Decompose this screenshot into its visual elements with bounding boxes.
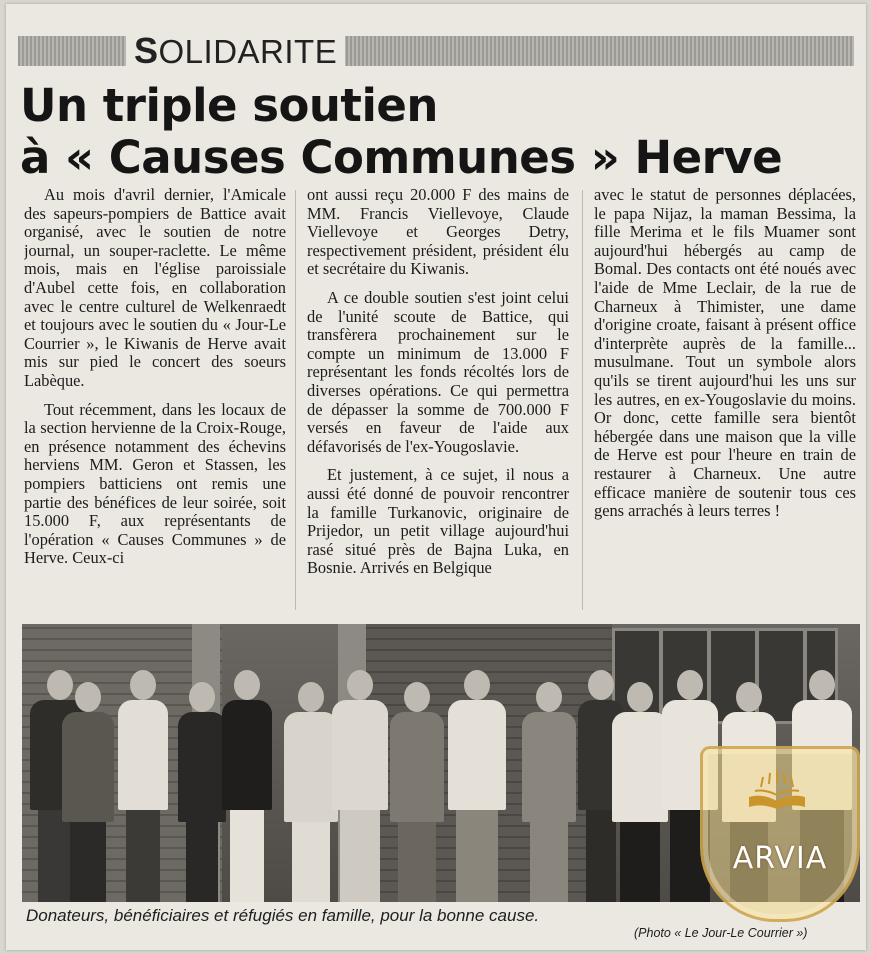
column-1-paragraph-1: Au mois d'avril dernier, l'Amicale des sapeurs-pompiers de Battice avait organisé, avec le soutien de notre journal, un souper-raclette. Le même mois, mais en l'église paroissiale d'Aubel cette fois, en collaboration avec le centre culturel de Welkenraedt et toujours avec le soutien du « Jour-Le Courrier », le Kiwanis de Herve avait mis sur pied le concert des soeurs Labèque. <box>24 186 286 390</box>
photo-person <box>390 682 444 902</box>
article-column-3 <box>594 186 856 616</box>
photo-credit: (Photo « Le Jour-Le Courrier ») <box>634 926 808 940</box>
headline-line-1: Un triple soutien <box>20 79 438 132</box>
headline-line-2: à « Causes Communes » Herve <box>20 131 783 184</box>
column-divider <box>295 190 296 610</box>
photo-person <box>284 682 338 902</box>
photo-person <box>522 682 576 902</box>
photo-person <box>178 682 226 902</box>
column-2-paragraph-2: A ce double soutien s'est joint celui de l'unité scoute de Battice, qui transfèrera prochainement sur le compte un minimum de 13.000 F représentant les fonds récoltés lors de diverses opérations. Ce qui permettra de dépasser la somme de 700.000 F versés en faveur de l'aide aux défavorisés de l'ex-Yougoslavie. <box>307 287 569 456</box>
kicker-initial: S <box>134 30 159 71</box>
article-column-2 <box>307 186 569 616</box>
article-column-1 <box>24 186 286 616</box>
photo-person <box>612 682 668 902</box>
arvia-watermark-logo <box>700 746 860 922</box>
photo-person <box>332 670 388 902</box>
headline <box>20 80 850 184</box>
photo-caption: Donateurs, bénéficiaires et réfugiés en famille, pour la bonne cause. <box>26 906 540 925</box>
column-1-paragraph-2: Tout récemment, dans les locaux de la section hervienne de la Croix-Rouge, en présence notamment des échevins herviens MM. Geron et Stassen, les pompiers batticiens ont remis une partie des bénéfices de leur soirée, soit 15.000 F, aux représentants de l'opération « Causes Communes » de Herve. Ceux-ci <box>24 399 286 568</box>
photo-person <box>62 682 114 902</box>
column-divider <box>582 190 583 610</box>
watermark-text: ARVIA <box>732 841 828 876</box>
section-kicker <box>126 32 345 70</box>
open-book-icon <box>747 771 807 811</box>
column-3-paragraph-1: avec le statut de personnes déplacées, le papa Nijaz, la maman Bessima, la fille Merima et le fils Muamer sont aujourd'hui hébergés au camp de Bomal. Des contacts ont été noués avec l'aide de Mme Leclair, de la rue de Charneux à Thimister, une dame d'origine croate, faisant à présent office d'interprète auprès de la famille... musulmane. Tout un symbole alors qu'ils se tirent aujourd'hui les uns sur les autres, en ex-Yougoslavie du moins. Or donc, cette famille sera bientôt hébergée dans une maison que la ville de Herve est pour l'heure en train de restaurer à Charneux. Une autre efficace manière de soutenir tous ces gens arrachés à leurs terres ! <box>594 186 856 521</box>
kicker-rest: OLIDARITE <box>158 33 338 70</box>
photo-person <box>222 670 272 902</box>
column-2-paragraph-3: Et justement, à ce sujet, il nous a aussi été donné de pouvoir rencontrer la famille Turkanovic, originaire de Prijedor, un petit village aujourd'hui rasé situé près de Bajna Luka, en Bosnie. Arrivés en Belgique <box>307 465 569 578</box>
photo-person <box>448 670 506 902</box>
photo-person <box>118 670 168 902</box>
column-2-paragraph-1: ont aussi reçu 20.000 F des mains de MM. Francis Viellevoye, Claude Viellevoye et Georges Detry, respectivement président, président élu et secrétaire du Kiwanis. <box>307 186 569 279</box>
